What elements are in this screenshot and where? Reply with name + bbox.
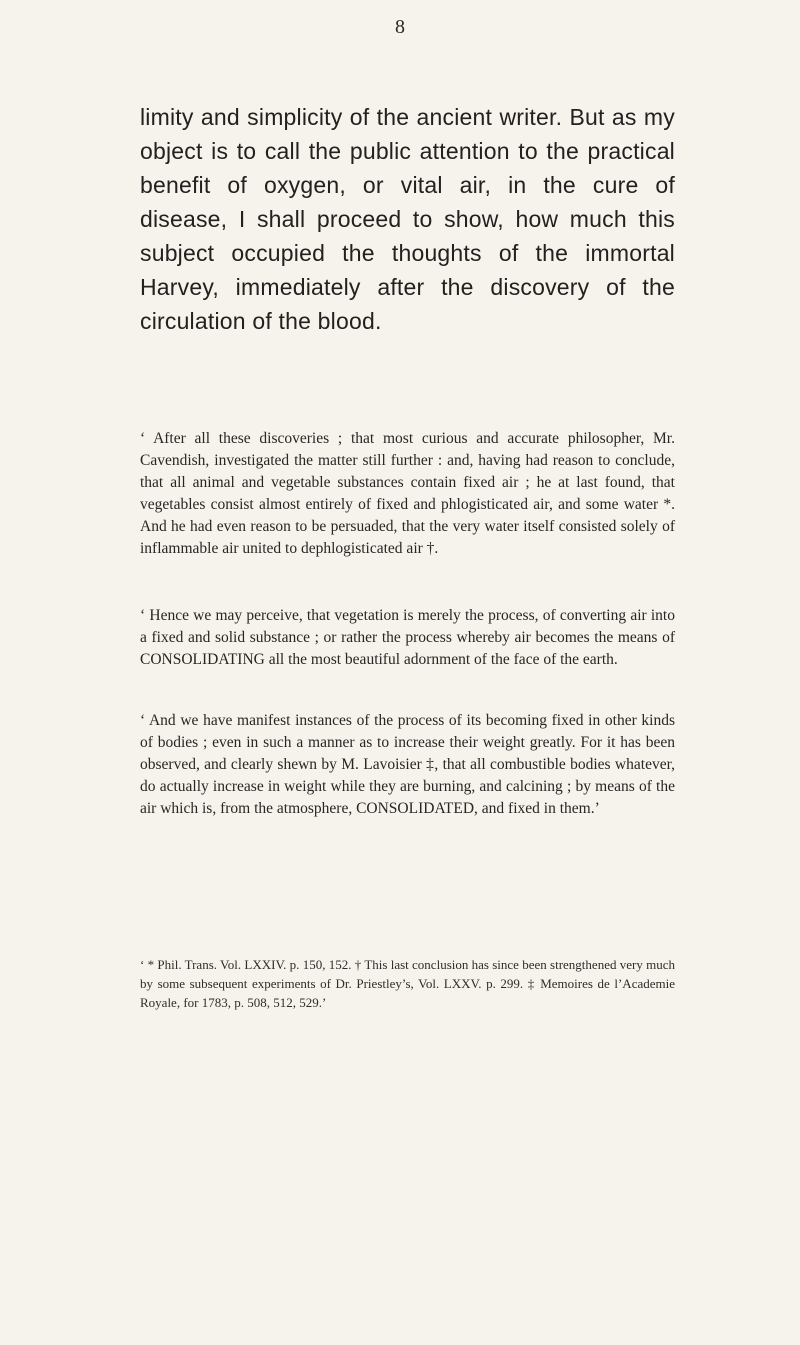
- quote-paragraph-1: ‘ After all these discoveries ; that most curious and accurate philosopher, Mr. Cavendish, investigated the matter still further : and, having had reason to conclude, that all animal and vegetable substances contain fixed air ; he at last found, that vegetables consist almost entirely of fixed and phlogisticated air, and some water *. And he had even reason to be persuaded, that the very water itself consisted solely of inflammable air united to dephlogisticated air †.: [140, 430, 675, 557]
- page-number: 8: [395, 16, 405, 38]
- quote-paragraph-3: ‘ And we have manifest instances of the process of its becoming fixed in other kinds of bodies ; even in such a manner as to increase their weight greatly. For it has been observed, and clearly shewn by M. Lavoisier ‡, that all combustible bodies whatever, do actually increase in weight while they are burning, and calcining ; by means of the air which is, from the atmosphere, CONSOLIDATED, and fixed in them.’: [140, 712, 675, 817]
- main-paragraph: limity and simplicity of the ancient writer. But as my object is to call the public attention to the practical benefit of oxygen, or vital air, in the cure of disease, I shall proceed to show, how much this subject occupied the thoughts of the immortal Harvey, immediately after the discovery of the circulation of the blood.: [140, 104, 675, 334]
- quote-paragraph-2: ‘ Hence we may perceive, that vegetation is merely the process, of converting air into a fixed and solid substance ; or rather the process whereby air becomes the means of CONSOLIDATING all the most beautiful adornment of the face of the earth.: [140, 607, 675, 668]
- footnotes: ‘ * Phil. Trans. Vol. LXXIV. p. 150, 152. † This last conclusion has since been strengthened very much by some subsequent experiments of Dr. Priestley’s, Vol. LXXV. p. 299. ‡ Memoires de l’Academie Royale, for 1783, p. 508, 512, 529.’: [140, 957, 675, 1010]
